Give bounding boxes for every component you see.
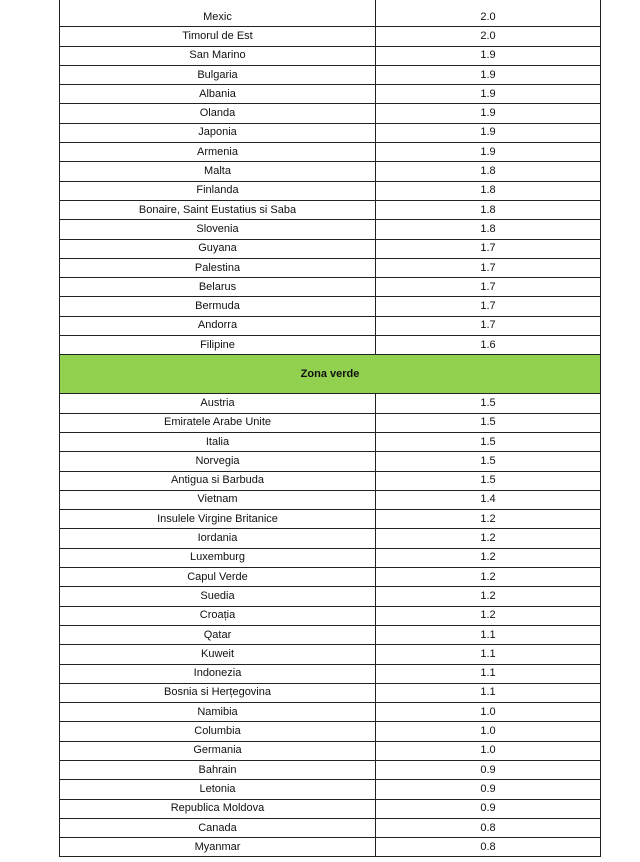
country-cell: Suedia <box>59 587 376 605</box>
value-cell: 1.0 <box>376 722 601 740</box>
table-row <box>59 259 601 278</box>
table-row <box>59 104 601 123</box>
table-row <box>59 510 601 529</box>
value-cell: 1.5 <box>376 452 601 470</box>
value-cell: 1.2 <box>376 587 601 605</box>
country-cell: Luxemburg <box>59 549 376 567</box>
table-row <box>59 452 601 471</box>
table-row <box>59 607 601 626</box>
table-row <box>59 317 601 336</box>
table-row <box>59 819 601 838</box>
country-cell: Namibia <box>59 703 376 721</box>
table-row <box>59 27 601 46</box>
table-row <box>59 66 601 85</box>
table-row <box>59 8 601 27</box>
country-cell: Olanda <box>59 104 376 122</box>
country-cell: Croația <box>59 607 376 625</box>
table-row <box>59 800 601 819</box>
country-cell: Emiratele Arabe Unite <box>59 414 376 432</box>
country-cell: Canada <box>59 819 376 837</box>
value-cell: 1.2 <box>376 607 601 625</box>
country-cell: Bonaire, Saint Eustatius si Saba <box>59 201 376 219</box>
value-cell: 1.0 <box>376 742 601 760</box>
table-row <box>59 124 601 143</box>
value-cell: 1.9 <box>376 143 601 161</box>
country-cell: Norvegia <box>59 452 376 470</box>
value-cell: 1.8 <box>376 162 601 180</box>
country-cell: Bosnia si Herțegovina <box>59 684 376 702</box>
value-cell: 1.1 <box>376 684 601 702</box>
table-row <box>59 665 601 684</box>
table-top-edge-value <box>376 0 601 8</box>
value-cell: 1.1 <box>376 645 601 663</box>
table-row <box>59 722 601 741</box>
value-cell: 0.9 <box>376 761 601 779</box>
table-row <box>59 336 601 355</box>
table-section-top <box>59 8 601 355</box>
country-cell: Letonia <box>59 780 376 798</box>
country-cell: Vietnam <box>59 491 376 509</box>
country-table <box>59 0 601 857</box>
value-cell: 2.0 <box>376 27 601 45</box>
value-cell: 0.9 <box>376 800 601 818</box>
value-cell: 1.5 <box>376 414 601 432</box>
table-row <box>59 278 601 297</box>
value-cell: 1.2 <box>376 549 601 567</box>
table-row <box>59 529 601 548</box>
zone-verde-header <box>59 355 601 394</box>
table-row <box>59 433 601 452</box>
country-cell: Guyana <box>59 240 376 258</box>
value-cell: 1.1 <box>376 626 601 644</box>
country-cell: Bulgaria <box>59 66 376 84</box>
country-cell: Japonia <box>59 124 376 142</box>
value-cell: 1.1 <box>376 665 601 683</box>
country-cell: Armenia <box>59 143 376 161</box>
country-cell: Bermuda <box>59 297 376 315</box>
value-cell: 1.9 <box>376 47 601 65</box>
table-row <box>59 394 601 413</box>
table-top-edge <box>59 0 601 8</box>
country-cell: Italia <box>59 433 376 451</box>
country-cell: Albania <box>59 85 376 103</box>
country-cell: Belarus <box>59 278 376 296</box>
table-row <box>59 703 601 722</box>
value-cell: 1.7 <box>376 317 601 335</box>
value-cell: 1.9 <box>376 85 601 103</box>
table-row <box>59 568 601 587</box>
table-row <box>59 220 601 239</box>
table-row <box>59 761 601 780</box>
value-cell: 0.9 <box>376 780 601 798</box>
table-row <box>59 143 601 162</box>
value-cell: 1.0 <box>376 703 601 721</box>
country-cell: Palestina <box>59 259 376 277</box>
table-row <box>59 414 601 433</box>
table-row <box>59 838 601 857</box>
country-cell: Indonezia <box>59 665 376 683</box>
country-cell: Malta <box>59 162 376 180</box>
value-cell: 1.7 <box>376 297 601 315</box>
value-cell: 1.2 <box>376 510 601 528</box>
table-row <box>59 549 601 568</box>
table-row <box>59 162 601 181</box>
table-row <box>59 47 601 66</box>
value-cell: 1.4 <box>376 491 601 509</box>
country-cell: Antigua si Barbuda <box>59 472 376 490</box>
country-cell: Timorul de Est <box>59 27 376 45</box>
table-row <box>59 742 601 761</box>
value-cell: 1.5 <box>376 394 601 412</box>
country-cell: Republica Moldova <box>59 800 376 818</box>
value-cell: 1.9 <box>376 124 601 142</box>
table-row <box>59 201 601 220</box>
value-cell: 1.2 <box>376 529 601 547</box>
country-cell: Insulele Virgine Britanice <box>59 510 376 528</box>
country-cell: Qatar <box>59 626 376 644</box>
table-row <box>59 297 601 316</box>
value-cell: 1.8 <box>376 182 601 200</box>
value-cell: 1.7 <box>376 259 601 277</box>
value-cell: 1.8 <box>376 201 601 219</box>
value-cell: 0.8 <box>376 819 601 837</box>
country-cell: Capul Verde <box>59 568 376 586</box>
value-cell: 1.5 <box>376 433 601 451</box>
table-top-edge-country <box>59 0 376 8</box>
table-row <box>59 626 601 645</box>
table-row <box>59 182 601 201</box>
country-cell: San Marino <box>59 47 376 65</box>
value-cell: 1.9 <box>376 104 601 122</box>
value-cell: 1.7 <box>376 240 601 258</box>
value-cell: 1.8 <box>376 220 601 238</box>
value-cell: 0.8 <box>376 838 601 856</box>
country-cell: Columbia <box>59 722 376 740</box>
value-cell: 1.7 <box>376 278 601 296</box>
table-row <box>59 85 601 104</box>
table-row <box>59 684 601 703</box>
country-cell: Kuweit <box>59 645 376 663</box>
country-cell: Mexic <box>59 8 376 26</box>
value-cell: 1.9 <box>376 66 601 84</box>
table-row <box>59 240 601 259</box>
country-cell: Austria <box>59 394 376 412</box>
value-cell: 1.5 <box>376 472 601 490</box>
value-cell: 1.2 <box>376 568 601 586</box>
table-row <box>59 587 601 606</box>
value-cell: 1.6 <box>376 336 601 354</box>
country-cell: Bahrain <box>59 761 376 779</box>
table-section-bottom <box>59 394 601 857</box>
country-cell: Filipine <box>59 336 376 354</box>
country-cell: Germania <box>59 742 376 760</box>
table-row <box>59 645 601 664</box>
country-cell: Finlanda <box>59 182 376 200</box>
value-cell: 2.0 <box>376 8 601 26</box>
zone-verde-label: Zona verde <box>300 368 360 381</box>
country-cell: Myanmar <box>59 838 376 856</box>
country-cell: Andorra <box>59 317 376 335</box>
table-row <box>59 780 601 799</box>
table-row <box>59 472 601 491</box>
country-cell: Iordania <box>59 529 376 547</box>
country-cell: Slovenia <box>59 220 376 238</box>
table-row <box>59 491 601 510</box>
